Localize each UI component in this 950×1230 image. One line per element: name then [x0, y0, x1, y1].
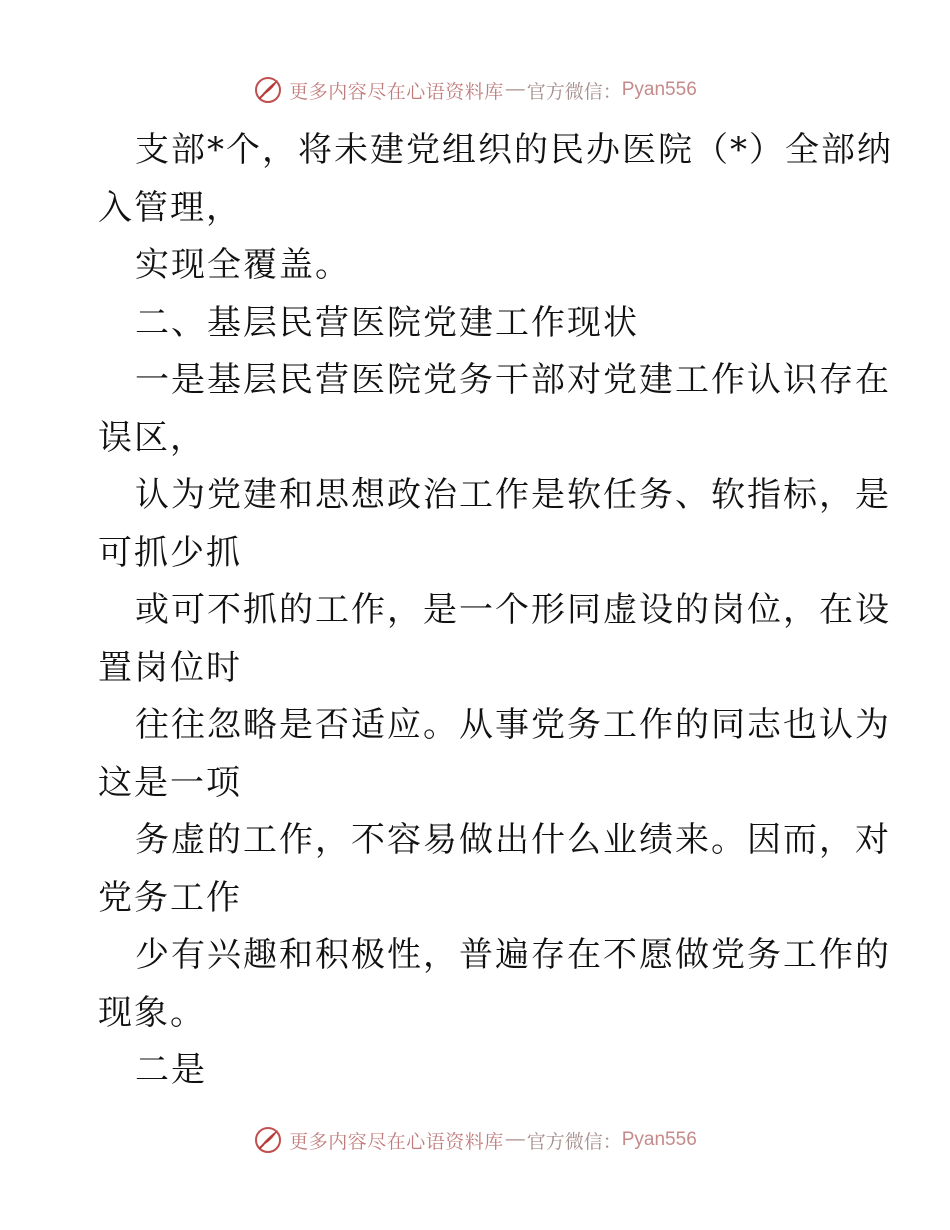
document-body	[98, 122, 893, 1100]
quill-logo-icon	[253, 1125, 283, 1155]
watermark-separator: —	[505, 79, 525, 100]
body-line-15: 少有兴趣和积极性，普遍存在不愿做党务工作的	[135, 935, 891, 975]
watermark-wechat-id: Pyan556	[621, 1129, 697, 1150]
body-line-1: 支部*个，将未建党组织的民办医院（*）全部纳	[135, 130, 893, 170]
watermark-wechat-label: 官方微信：	[526, 1131, 622, 1153]
watermark-site-text: 更多内容尽在心语资料库	[289, 1131, 504, 1153]
body-line-12: 这是一项	[98, 762, 242, 803]
body-line-10: 置岗位时	[98, 647, 242, 688]
body-line-7: 认为党建和思想政治工作是软任务、软指标，是	[135, 475, 891, 515]
body-line-13: 务虚的工作，不容易做出什么业绩来。因而，对	[135, 820, 891, 860]
body-line-2: 入管理，	[98, 187, 242, 228]
header-watermark	[0, 70, 950, 110]
watermark-separator: —	[505, 1129, 525, 1150]
body-line-4: 二、基层民营医院党建工作现状	[135, 302, 639, 343]
body-line-3: 实现全覆盖。	[135, 245, 351, 285]
body-line-11: 往往忽略是否适应。从事党务工作的同志也认为	[135, 705, 891, 745]
body-line-6: 误区，	[98, 417, 206, 458]
body-line-17: 二是	[135, 1050, 207, 1090]
watermark-site-text: 更多内容尽在心语资料库	[289, 81, 504, 103]
watermark-wechat-label: 官方微信：	[526, 81, 622, 103]
watermark-wechat-id: Pyan556	[621, 79, 697, 100]
footer-watermark	[0, 1120, 950, 1160]
quill-logo-icon	[253, 75, 283, 105]
body-line-8: 可抓少抓	[98, 532, 242, 573]
body-line-14: 党务工作	[98, 877, 242, 918]
body-line-5: 一是基层民营医院党务干部对党建工作认识存在	[135, 360, 891, 400]
body-line-9: 或可不抓的工作，是一个形同虚设的岗位，在设	[135, 590, 891, 630]
body-line-16: 现象。	[98, 992, 206, 1033]
